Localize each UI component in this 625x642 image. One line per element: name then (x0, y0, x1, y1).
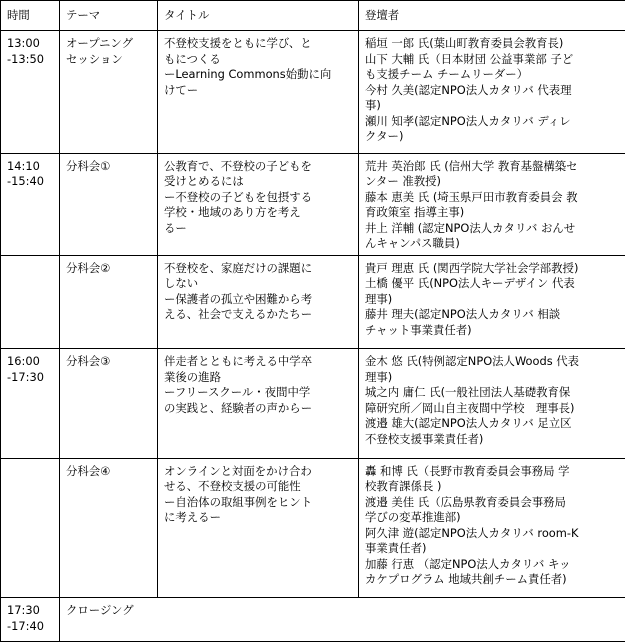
speakers-cell-line: 荒井 英治郎 氏 (信州大学 教育基盤構築セ (365, 158, 578, 173)
title-cell (158, 255, 359, 348)
speakers-cell-line: 今村 久美(認定NPO法人カタリバ 代表理 (365, 82, 572, 97)
title-cell-line: 伴走者とともに考える中学卒 (164, 354, 313, 369)
speakers-cell (359, 458, 625, 598)
theme-cell-line: 分科会④ (66, 463, 111, 478)
title-cell-line: 公教育で、不登校の子どもを (164, 158, 312, 173)
speakers-cell (359, 31, 625, 154)
speakers-cell-line: 藤井 理夫(認定NPO法人カタリバ 相談 (365, 307, 561, 322)
time-cell (1, 153, 60, 255)
speakers-cell-line: カケプログラム 地域共創チーム責任者) (365, 572, 567, 587)
theme-cell-line: セッション (66, 51, 123, 66)
title-cell-line: に考えるー (164, 510, 221, 525)
title-cell-line: けてー (164, 82, 199, 97)
time-cell-line: 17:30 (7, 603, 40, 618)
speakers-cell-line: 阿久津 遊(認定NPO法人カタリバ room-K (365, 525, 579, 540)
speakers-cell (359, 255, 625, 348)
title-cell-line: ーLearning Commons始動に向 (164, 67, 332, 81)
theme-cell (60, 31, 158, 154)
speakers-cell-line: んキャンパス職員) (365, 236, 460, 251)
speakers-cell-line: 渡邉 雄大(認定NPO法人カタリバ 足立区 (365, 416, 572, 431)
title-cell-line: ーフリースクール・夜間中学 (164, 385, 311, 400)
speakers-cell-line: 学びの変革推進部) (365, 510, 461, 525)
time-cell-line: -17:30 (7, 369, 44, 384)
header-row (1, 1, 625, 31)
speakers-cell-line: 理事) (365, 291, 393, 306)
title-cell-line: の実践と、経験者の声からー (164, 400, 313, 415)
time-cell-line: 14:10 (7, 158, 40, 173)
title-cell-line: 業後の進路 (164, 369, 221, 384)
table-row (1, 31, 625, 154)
theme-cell (60, 349, 158, 458)
title-cell-line: オンラインと対面をかけ合わ (164, 463, 312, 478)
title-cell-line: しない (164, 276, 199, 291)
speakers-cell-line: 障研究所／岡山自主夜間中学校 理事長) (365, 400, 575, 415)
title-cell-line: ー自治体の取組事例をヒント (164, 494, 313, 509)
time-cell (1, 458, 60, 598)
theme-cell-line: 分科会② (66, 260, 111, 275)
theme-cell (60, 153, 158, 255)
table-row (1, 153, 625, 255)
title-cell (158, 31, 359, 154)
speakers-cell-line: 不登校支援事業責任者) (365, 431, 484, 446)
header-title: タイトル (158, 1, 359, 31)
speakers-cell-line: ンター 准教授) (365, 174, 441, 189)
theme-cell-line: 分科会③ (66, 354, 111, 369)
time-cell (1, 598, 60, 642)
theme-cell-line: 分科会① (66, 158, 111, 173)
title-cell-line: もにつくる (164, 51, 221, 66)
time-cell-line: -17:40 (7, 618, 44, 633)
speakers-cell-line: 貴戸 理恵 氏 (関西学院大学社会学部教授) (365, 260, 579, 275)
title-cell-line: るー (164, 220, 187, 235)
title-cell-line: 不登校支援をともに学び、と (164, 36, 312, 50)
speakers-cell-line: 事業責任者) (365, 541, 427, 556)
title-cell (158, 458, 359, 598)
speakers-cell-line: 事) (365, 98, 381, 112)
speakers-cell-line: 理事) (365, 369, 393, 384)
speakers-cell-line: 校教育課係長 ) (365, 479, 442, 494)
speakers-cell (359, 153, 625, 255)
speakers-cell-line: 井上 洋輔 (認定NPO法人カタリバ おんせ (365, 220, 576, 235)
speakers-cell-line: 土橋 優平 氏(NPO法人キーデザイン 代表 (365, 276, 575, 291)
speakers-cell-line: 轟 和博 氏（長野市教育委員会事務局 学 (365, 463, 570, 478)
closing-label: クロージング (60, 598, 625, 642)
title-cell-line: える、社会で支えるかたちー (164, 307, 313, 322)
header-speakers: 登壇者 (359, 1, 625, 31)
time-cell-line: -15:40 (7, 174, 44, 189)
title-cell-line: ー保護者の孤立や困難から考 (164, 291, 313, 306)
table-row (1, 349, 625, 458)
header-time: 時間 (1, 1, 60, 31)
title-cell-line: 学校・地域のあり方を考え (164, 205, 301, 220)
speakers-cell-line: 瀬川 知孝(認定NPO法人カタリバ ディレ (365, 113, 571, 128)
theme-cell (60, 255, 158, 348)
title-cell-line: 受けとめるには (164, 174, 244, 189)
closing-row (1, 598, 625, 642)
speakers-cell-line: 渡邉 美佳 氏（広島県教育委員会事務局 (365, 494, 566, 509)
theme-cell (60, 458, 158, 598)
speakers-cell-line: 稲垣 一郎 氏(葉山町教育委員会教育長) (365, 36, 564, 50)
speakers-cell-line: 山下 大輔 氏（日本財団 公益事業部 子ど (365, 51, 574, 66)
title-cell (158, 349, 359, 458)
title-cell-line: 不登校を、家庭だけの課題に (164, 260, 313, 275)
speakers-cell-line: 城之内 庸仁 氏(一般社団法人基礎教育保 (365, 385, 571, 400)
time-cell-line: -13:50 (7, 51, 44, 66)
time-cell (1, 31, 60, 154)
time-cell (1, 349, 60, 458)
header-theme: テーマ (60, 1, 158, 31)
title-cell (158, 153, 359, 255)
time-cell-line: 13:00 (7, 36, 40, 50)
speakers-cell-line: 育政策室 指導主事) (365, 205, 465, 220)
time-cell-line: 16:00 (7, 354, 40, 369)
table-row (1, 255, 625, 348)
speakers-cell-line: 金木 悠 氏(特例認定NPO法人Woods 代表 (365, 354, 580, 369)
speakers-cell-line: 藤本 恵美 氏 (埼玉県戸田市教育委員会 教 (365, 189, 578, 204)
title-cell-line: せる、不登校支援の可能性 (164, 479, 301, 494)
speakers-cell (359, 349, 625, 458)
speakers-cell-line: も支援チーム チームリーダー） (365, 67, 529, 81)
theme-cell-line: オープニング (66, 36, 133, 50)
time-cell (1, 255, 60, 348)
speakers-cell-line: チャット事業責任者) (365, 322, 472, 337)
table-row (1, 458, 625, 598)
speakers-cell-line: クター) (365, 129, 404, 143)
speakers-cell-line: 加藤 行恵 （認定NPO法人カタリバ キッ (365, 556, 571, 571)
title-cell-line: ー不登校の子どもを包摂する (164, 189, 313, 204)
